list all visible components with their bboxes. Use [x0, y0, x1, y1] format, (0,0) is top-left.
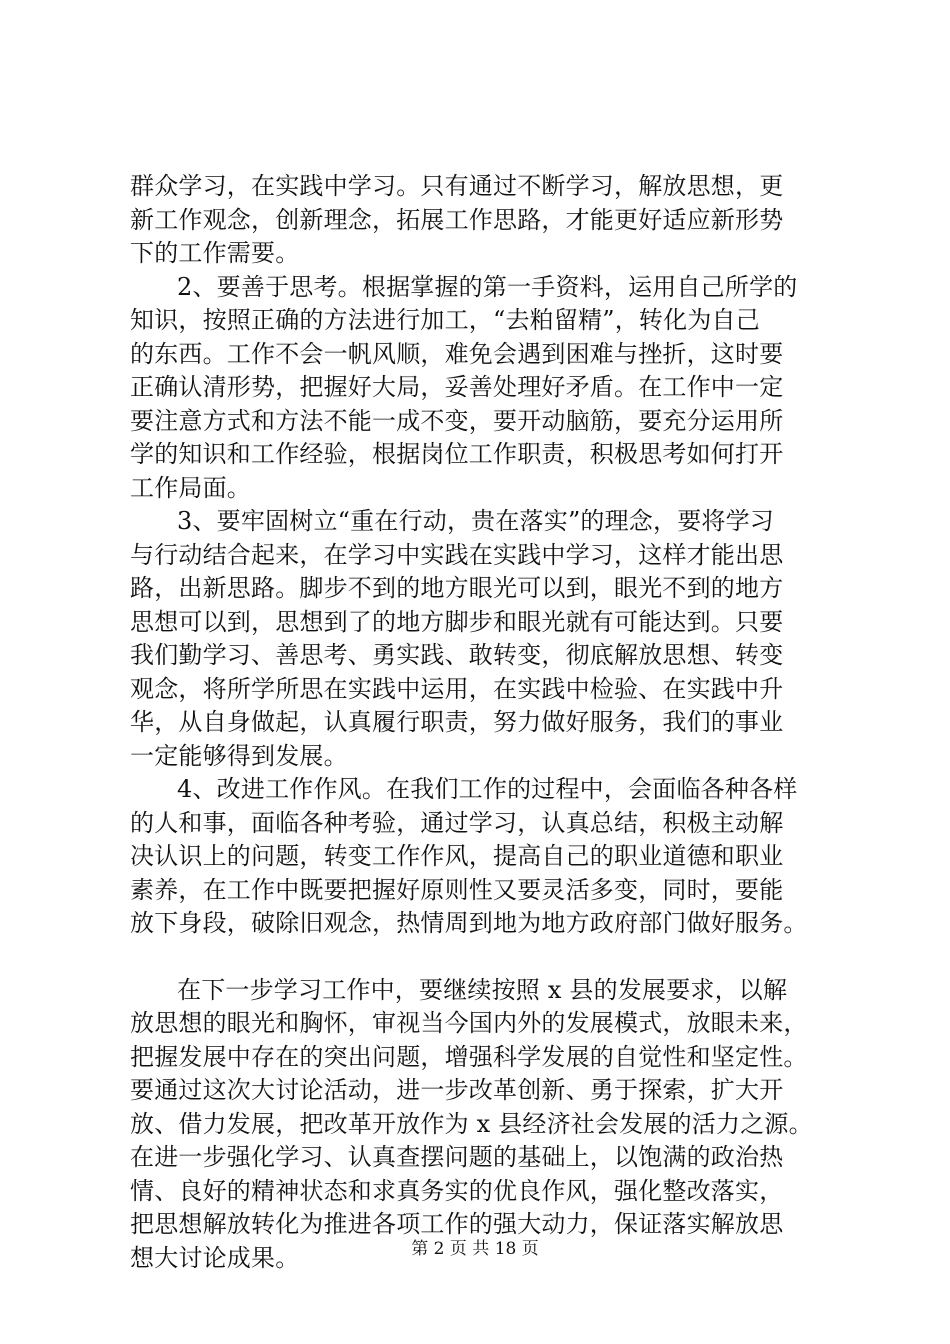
- text-line: 决认识上的问题，转变工作作风，提高自己的职业道德和职业: [130, 842, 784, 870]
- paragraph-next-steps: [130, 974, 850, 1276]
- text-line: 路，出新思路。脚步不到的地方眼光可以到，眼光不到的地方: [130, 574, 784, 602]
- paragraph-study-continuation: [130, 170, 850, 271]
- text-line: 放下身段，破除旧观念，热情周到地为地方政府部门做好服务。: [130, 909, 808, 937]
- text-line: 思想可以到，思想到了的地方脚步和眼光就有可能达到。只要: [130, 607, 784, 636]
- paragraph-point-3-action: [130, 505, 850, 773]
- text-line: 华，从自身做起，认真履行职责，努力做好服务，我们的事业: [130, 708, 784, 736]
- text-line: 的人和事，面临各种考验，通过学习，认真总结，积极主动解: [130, 808, 784, 837]
- text-line: 把握发展中存在的突出问题，增强科学发展的自觉性和坚定性。: [130, 1042, 808, 1071]
- text-line: 3、要牢固树立“重在行动，贵在落实”的理念，要将学习: [177, 507, 775, 535]
- paragraph-point-4-work-style: [130, 773, 850, 941]
- text-line: 正确认清形势，把握好大局，妥善处理好矛盾。在工作中一定: [130, 373, 784, 401]
- text-line: 观念，将所学所思在实践中运用，在实践中检验、在实践中升: [130, 674, 784, 703]
- page-number-footer: 第 2 页 共 18 页: [411, 1239, 539, 1259]
- text-line: 放思想的眼光和胸怀，审视当今国内外的发展模式，放眼未来，: [130, 1009, 808, 1037]
- text-line: 在下一步学习工作中，要继续按照 x 县的发展要求，以解: [177, 975, 788, 1004]
- text-line: 素养，在工作中既要把握好原则性又要灵活多变，同时，要能: [130, 875, 784, 904]
- text-line: 想大讨论成果。: [130, 1243, 300, 1272]
- text-line: 学的知识和工作经验，根据岗位工作职责，积极思考如何打开: [130, 440, 784, 468]
- text-line: 群众学习，在实践中学习。只有通过不断学习，解放思想，更: [130, 172, 784, 200]
- text-line: 要注意方式和方法不能一成不变，要开动脑筋，要充分运用所: [130, 406, 784, 435]
- text-line: 要通过这次大讨论活动，进一步改革创新、勇于探索，扩大开: [130, 1076, 784, 1104]
- text-line: 一定能够得到发展。: [130, 741, 348, 770]
- text-line: 工作局面。: [130, 473, 251, 502]
- text-line: 放、借力发展，把改革开放作为 x 县经济社会发展的活力之源。: [130, 1109, 813, 1138]
- paragraph-point-2-thinking: [130, 271, 850, 506]
- text-line: 把思想解放转化为推进各项工作的强大动力，保证落实解放思: [130, 1210, 784, 1238]
- text-line: 情、良好的精神状态和求真务实的优良作风，强化整改落实，: [130, 1176, 784, 1205]
- text-line: 在进一步强化学习、认真查摆问题的基础上，以饱满的政治热: [130, 1143, 784, 1171]
- text-line: 下的工作需要。: [130, 239, 300, 267]
- text-line: 与行动结合起来，在学习中实践在实践中学习，这样才能出思: [130, 540, 784, 569]
- text-line: 4、改进工作作风。在我们工作的过程中，会面临各种各样: [177, 775, 798, 803]
- text-line: 新工作观念，创新理念，拓展工作思路，才能更好适应新形势: [130, 205, 784, 234]
- text-line: 的东西。工作不会一帆风顺，难免会遇到困难与挫折，这时要: [130, 339, 784, 368]
- text-line: 知识，按照正确的方法进行加工，“去粕留精”，转化为自己: [130, 306, 760, 334]
- text-line: 我们勤学习、善思考、勇实践、敢转变，彻底解放思想、转变: [130, 641, 784, 669]
- text-line: 2、要善于思考。根据掌握的第一手资料，运用自己所学的: [177, 272, 798, 301]
- document-body: [130, 170, 850, 1275]
